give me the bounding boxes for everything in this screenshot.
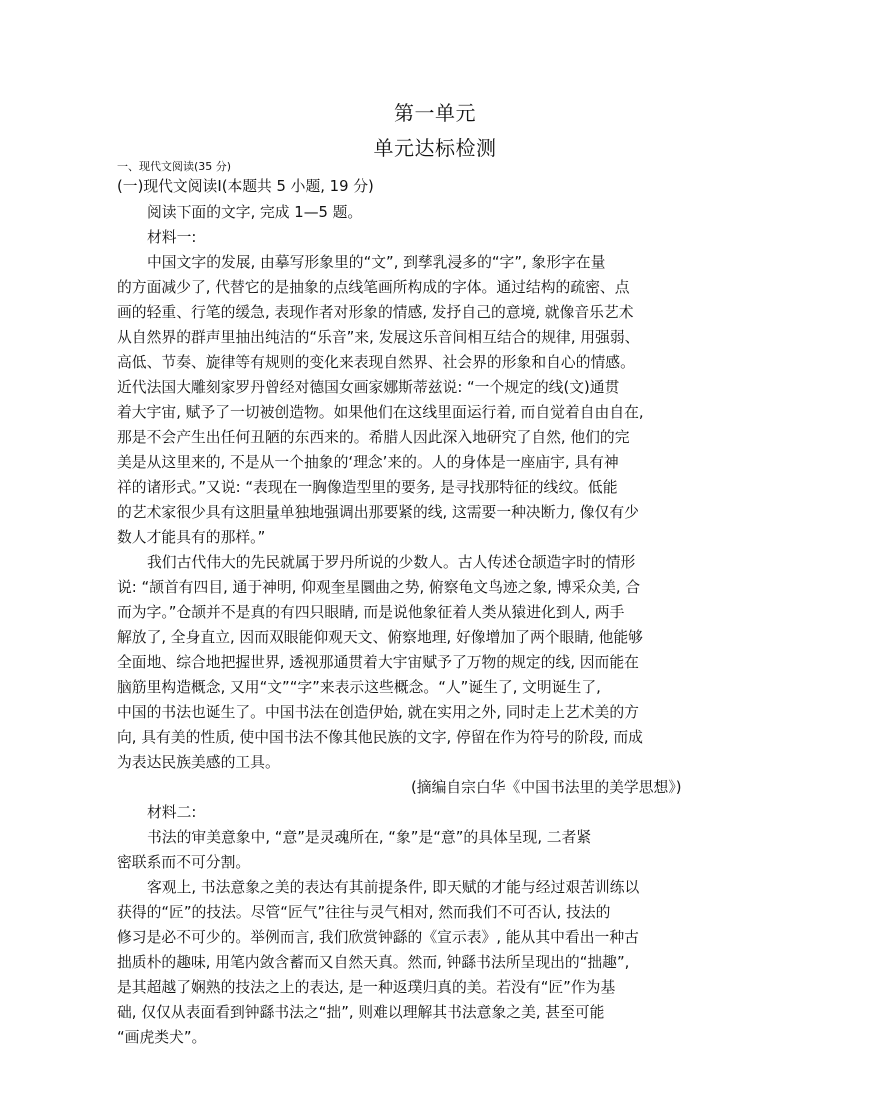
subsection-heading: (一)现代文阅读Ⅰ(本题共 5 小题, 19 分): [117, 178, 374, 195]
test-title: 单元达标检测: [373, 136, 497, 160]
material1-source: (摘编自宗白华《中国书法里的美学思想》): [411, 779, 682, 796]
material2-line: 客观上, 书法意象之美的表达有其前提条件, 即天赋的才能与经过艰苦训练以: [147, 879, 640, 896]
material1-line: 而为字。”仓颉并不是真的有四只眼睛, 而是说他象征着人类从猿进化到人, 两手: [117, 604, 625, 621]
material1-line: 画的轻重、行笔的缓急, 表现作者对形象的情感, 发抒自己的意境, 就像音乐艺术: [117, 304, 634, 321]
material2-line: 是其超越了娴熟的技法之上的表达, 是一种返璞归真的美。若没有“匠”作为基: [117, 979, 616, 996]
material1-line: 的艺术家很少具有这胆量单独地强调出那要紧的线, 这需要一种决断力, 像仅有少: [117, 504, 639, 521]
material2-line: “画虎类犬”。: [117, 1029, 207, 1046]
material2-line: 拙质朴的趣味, 用笔内敛含蓄而又自然天真。然而, 钟繇书法所呈现出的“拙趣”,: [117, 954, 630, 971]
material1-line: 脑筋里构造概念, 又用“文”“字”来表示这些概念。“人”诞生了, 文明诞生了,: [117, 679, 601, 696]
material1-line: 祥的诸形式。”又说: “表现在一胸像造型里的要务, 是寻找那特征的线纹。低能: [117, 479, 618, 496]
material1-line: 从自然界的群声里抽出纯洁的“乐音”来, 发展这乐音间相互结合的规律, 用强弱、: [117, 329, 640, 346]
material2-line: 书法的审美意象中, “意”是灵魂所在, “象”是“意”的具体呈现, 二者紧: [147, 829, 592, 846]
material1-line: 中国的书法也诞生了。中国书法在创造伊始, 就在实用之外, 同时走上艺术美的方: [117, 704, 639, 721]
material1-line: 数人才能具有的那样。”: [117, 529, 266, 546]
material1-line: 中国文字的发展, 由摹写形象里的“文”, 到孳乳浸多的“字”, 象形字在量: [147, 254, 606, 271]
material1-line: 解放了, 全身直立, 因而双眼能仰观天文、俯察地理, 好像增加了两个眼睛, 他能够: [117, 629, 643, 646]
material1-line: 为表达民族美感的工具。: [117, 754, 280, 771]
material2-line: 修习是必不可少的。举例而言, 我们欣赏钟繇的《宣示表》, 能从其中看出一种古: [117, 929, 639, 946]
unit-title: 第一单元: [394, 101, 476, 125]
material1-line: 全面地、综合地把握世界, 透视那通贯着大宇宙赋予了万物的规定的线, 因而能在: [117, 654, 639, 671]
material1-line: 着大宇宙, 赋予了一切被创造物。如果他们在这线里面运行着, 而自觉着自由自在,: [117, 404, 644, 421]
material1-line: 的方面减少了, 代替它的是抽象的点线笔画所构成的字体。通过结构的疏密、点: [117, 279, 630, 296]
material1-line: 近代法国大雕刻家罗丹曾经对德国女画家娜斯蒂兹说: “一个规定的线(文)通贯: [117, 379, 620, 396]
material2-label: 材料二:: [147, 804, 197, 821]
material1-line: 说: “颉首有四目, 通于神明, 仰观奎星圜曲之势, 俯察龟文鸟迹之象, 博采众美, 合: [117, 579, 641, 596]
material1-line: 我们古代伟大的先民就属于罗丹所说的少数人。古人传述仓颉造字时的情形: [147, 554, 636, 571]
section-heading: 一、现代文阅读(35 分): [117, 160, 232, 173]
material2-line: 获得的“匠”的技法。尽管“匠气”往往与灵气相对, 然而我们不可否认, 技法的: [117, 904, 611, 921]
material1-label: 材料一:: [147, 229, 197, 246]
material2-line: 础, 仅仅从表面看到钟繇书法之“拙”, 则难以理解其书法意象之美, 甚至可能: [117, 1004, 605, 1021]
material1-line: 高低、节奏、旋律等有规则的变化来表现自然界、社会界的形象和自心的情感。: [117, 354, 635, 371]
material2-line: 密联系而不可分割。: [117, 854, 251, 871]
material1-line: 美是从这里来的, 不是从一个抽象的‘理念’来的。人的身体是一座庙宇, 具有神: [117, 454, 619, 471]
instruction-text: 阅读下面的文字, 完成 1—5 题。: [147, 204, 363, 221]
material1-line: 向, 具有美的性质, 使中国书法不像其他民族的文字, 停留在作为符号的阶段, 而成: [117, 729, 643, 746]
material1-line: 那是不会产生出任何丑陋的东西来的。希腊人因此深入地研究了自然, 他们的完: [117, 429, 630, 446]
